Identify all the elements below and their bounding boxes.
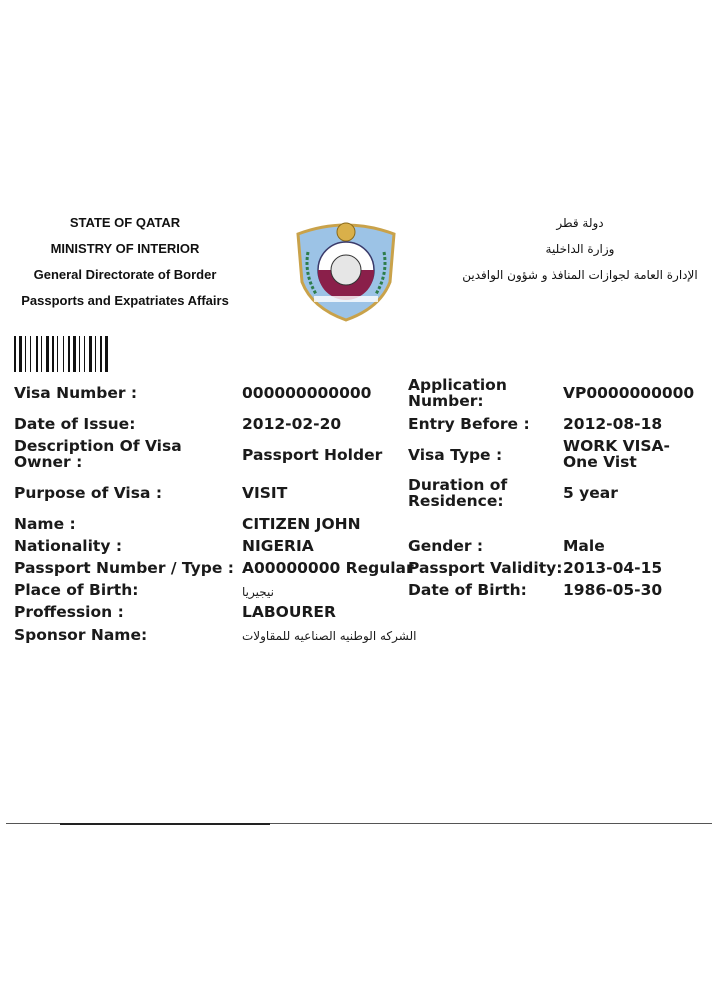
nationality-label: Nationality :: [14, 537, 123, 555]
description-owner-label: Description Of Visa Owner :: [14, 437, 182, 471]
visa-number-label: Visa Number :: [14, 384, 138, 402]
barcode-bar: [89, 336, 92, 372]
barcode-bar: [79, 336, 80, 372]
description-owner-value: Passport Holder: [242, 446, 383, 464]
barcode-bar: [25, 336, 26, 372]
header-department: Passports and Expatriates Affairs: [21, 293, 229, 308]
barcode: [14, 336, 118, 372]
divider-line-accent: [60, 823, 270, 825]
gender-value: Male: [563, 537, 605, 555]
visa-number-value: 000000000000: [242, 384, 372, 402]
passport-number-label: Passport Number / Type :: [14, 559, 234, 577]
date-of-issue-label: Date of Issue:: [14, 415, 136, 433]
barcode-bar: [52, 336, 54, 372]
purpose-value: VISIT: [242, 484, 288, 502]
date-of-birth-value: 1986-05-30: [563, 581, 663, 599]
passport-number-value: A00000000 Regular: [242, 559, 414, 577]
header-ar-directorate: الإدارة العامة لجوازات المنافذ و شؤون الوافدين: [462, 268, 698, 282]
barcode-bar: [63, 336, 64, 372]
visa-type-label: Visa Type :: [408, 446, 503, 464]
date-of-birth-label: Date of Birth:: [408, 581, 527, 599]
barcode-bar: [57, 336, 58, 372]
header-ministry: MINISTRY OF INTERIOR: [50, 241, 200, 256]
barcode-bar: [68, 336, 70, 372]
header-english: [0, 210, 250, 314]
passport-validity-value: 2013-04-15: [563, 559, 663, 577]
barcode-bar: [73, 336, 76, 372]
gender-label: Gender :: [408, 537, 484, 555]
barcode-bar: [19, 336, 22, 372]
name-label: Name :: [14, 515, 76, 533]
barcode-bar: [105, 336, 108, 372]
header-state: STATE OF QATAR: [69, 215, 181, 230]
visa-type-value: WORK VISA- One Vist: [563, 437, 670, 471]
place-of-birth-label: Place of Birth:: [14, 581, 139, 599]
passport-validity-label: Passport Validity:: [408, 559, 563, 577]
duration-value: 5 year: [563, 484, 618, 502]
ministry-emblem-logo: [290, 212, 402, 324]
barcode-bar: [14, 336, 16, 372]
header-ar-state: دولة قطر: [556, 216, 604, 230]
entry-before-value: 2012-08-18: [563, 415, 663, 433]
nationality-value: NIGERIA: [242, 537, 314, 555]
entry-before-label: Entry Before :: [408, 415, 530, 433]
barcode-icon: [14, 336, 118, 372]
duration-label: Duration of Residence:: [408, 476, 508, 510]
header-arabic: [440, 210, 720, 288]
application-number-label: Application Number:: [408, 376, 507, 410]
barcode-bar: [41, 336, 42, 372]
place-of-birth-value: نيجيريا: [242, 585, 274, 599]
barcode-bar: [46, 336, 49, 372]
profession-label: Proffession :: [14, 603, 124, 621]
barcode-bar: [36, 336, 38, 372]
date-of-issue-value: 2012-02-20: [242, 415, 342, 433]
profession-value: LABOURER: [242, 603, 336, 621]
barcode-bar: [95, 336, 96, 372]
sponsor-value: الشركه الوطنيه الصناعيه للمقاولات: [242, 629, 417, 643]
barcode-bar: [84, 336, 85, 372]
purpose-label: Purpose of Visa :: [14, 484, 163, 502]
application-number-value: VP0000000000: [563, 384, 695, 402]
sponsor-label: Sponsor Name:: [14, 626, 148, 644]
barcode-bar: [30, 336, 31, 372]
barcode-bar: [100, 336, 102, 372]
emblem-icon: [290, 212, 402, 324]
header-directorate: General Directorate of Border: [33, 267, 217, 282]
name-value: CITIZEN JOHN: [242, 515, 361, 533]
header-ar-ministry: وزارة الداخلية: [545, 242, 615, 256]
